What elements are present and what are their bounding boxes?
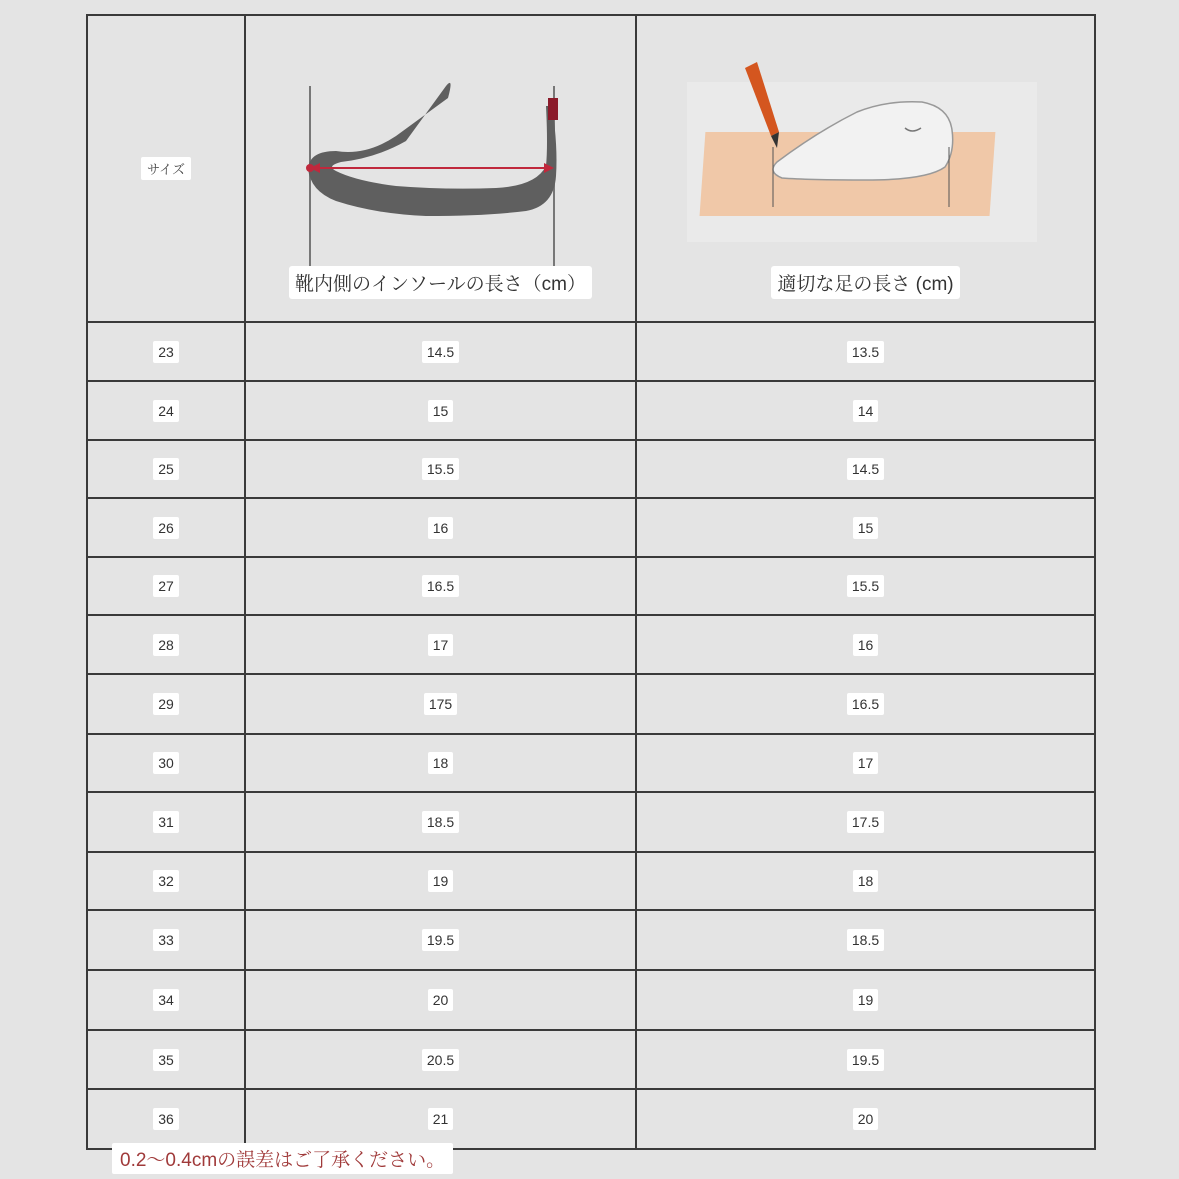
foot-cell — [637, 911, 1096, 969]
insole-cell-value: 16 — [428, 517, 454, 539]
size-cell — [88, 441, 246, 497]
insole-cell — [246, 382, 637, 439]
foot-cell-value: 18.5 — [847, 929, 884, 951]
insole-cell — [246, 616, 637, 673]
table-header-row — [88, 16, 1096, 323]
foot-header-label: 適切な足の長さ (cm) — [771, 266, 959, 299]
size-cell-value: 28 — [153, 634, 179, 656]
insole-cell — [246, 853, 637, 909]
insole-cell-value: 19 — [428, 870, 454, 892]
foot-cell — [637, 971, 1096, 1029]
size-cell-value: 25 — [153, 458, 179, 480]
table-row — [88, 558, 1096, 616]
size-cell — [88, 616, 246, 673]
foot-cell-value: 15 — [853, 517, 879, 539]
insole-cell — [246, 735, 637, 791]
table-row — [88, 793, 1096, 853]
table-row — [88, 499, 1096, 558]
size-cell-value: 36 — [153, 1108, 179, 1130]
insole-cell-value: 19.5 — [422, 929, 459, 951]
size-header-cell — [88, 16, 246, 321]
insole-cell — [246, 793, 637, 851]
table-row — [88, 1090, 1096, 1150]
foot-cell — [637, 616, 1096, 673]
table-row — [88, 441, 1096, 499]
foot-cell — [637, 793, 1096, 851]
foot-cell — [637, 323, 1096, 380]
size-cell-value: 35 — [153, 1049, 179, 1071]
table-row — [88, 616, 1096, 675]
size-cell — [88, 323, 246, 380]
insole-header-label: 靴内側のインソールの長さ（cm） — [289, 266, 592, 299]
insole-cell-value: 18 — [428, 752, 454, 774]
foot-cell-value: 17 — [853, 752, 879, 774]
foot-cell — [637, 735, 1096, 791]
foot-cell-value: 20 — [853, 1108, 879, 1130]
foot-cell-value: 14.5 — [847, 458, 884, 480]
insole-cell — [246, 1090, 637, 1148]
size-cell — [88, 971, 246, 1029]
size-cell-value: 33 — [153, 929, 179, 951]
size-cell — [88, 1090, 246, 1148]
size-cell-value: 30 — [153, 752, 179, 774]
size-cell-value: 27 — [153, 575, 179, 597]
foot-cell — [637, 1031, 1096, 1088]
insole-cell-value: 20 — [428, 989, 454, 1011]
size-cell — [88, 499, 246, 556]
insole-cell-value: 15.5 — [422, 458, 459, 480]
insole-cell-value: 20.5 — [422, 1049, 459, 1071]
size-cell-value: 29 — [153, 693, 179, 715]
insole-cell — [246, 1031, 637, 1088]
table-row — [88, 323, 1096, 382]
foot-cell — [637, 558, 1096, 614]
foot-cell — [637, 441, 1096, 497]
foot-cell-value: 18 — [853, 870, 879, 892]
foot-tracing-illustration — [687, 52, 1037, 262]
size-cell — [88, 911, 246, 969]
insole-cell-value: 14.5 — [422, 341, 459, 363]
foot-cell-value: 14 — [853, 400, 879, 422]
foot-cell — [637, 382, 1096, 439]
table-row — [88, 382, 1096, 441]
table-row — [88, 911, 1096, 971]
shoe-insole-illustration — [296, 66, 576, 296]
foot-cell — [637, 675, 1096, 733]
size-cell-value: 34 — [153, 989, 179, 1011]
insole-cell — [246, 441, 637, 497]
foot-cell-value: 15.5 — [847, 575, 884, 597]
size-cell-value: 32 — [153, 870, 179, 892]
foot-cell — [637, 499, 1096, 556]
foot-header-cell — [637, 16, 1096, 321]
size-chart-table — [86, 14, 1096, 1150]
insole-cell-value: 18.5 — [422, 811, 459, 833]
table-row — [88, 853, 1096, 911]
insole-cell-value: 15 — [428, 400, 454, 422]
foot-cell — [637, 1090, 1096, 1148]
size-cell-value: 23 — [153, 341, 179, 363]
table-row — [88, 1031, 1096, 1090]
foot-cell — [637, 853, 1096, 909]
tolerance-note: 0.2〜0.4cmの誤差はご了承ください。 — [112, 1143, 453, 1174]
insole-cell-value: 175 — [424, 693, 457, 715]
foot-cell-value: 17.5 — [847, 811, 884, 833]
size-cell — [88, 558, 246, 614]
foot-cell-value: 16.5 — [847, 693, 884, 715]
insole-cell — [246, 911, 637, 969]
insole-cell — [246, 675, 637, 733]
insole-cell-value: 17 — [428, 634, 454, 656]
size-cell-value: 31 — [153, 811, 179, 833]
insole-cell-value: 16.5 — [422, 575, 459, 597]
table-body — [88, 323, 1096, 1150]
foot-cell-value: 16 — [853, 634, 879, 656]
table-row — [88, 971, 1096, 1031]
foot-cell-value: 19 — [853, 989, 879, 1011]
insole-cell — [246, 323, 637, 380]
size-header-label: サイズ — [141, 157, 191, 180]
size-cell — [88, 853, 246, 909]
insole-cell-value: 21 — [428, 1108, 454, 1130]
table-row — [88, 735, 1096, 793]
foot-cell-value: 13.5 — [847, 341, 884, 363]
table-row — [88, 675, 1096, 735]
size-cell — [88, 793, 246, 851]
size-cell — [88, 735, 246, 791]
insole-header-cell — [246, 16, 637, 321]
insole-cell — [246, 499, 637, 556]
size-cell-value: 26 — [153, 517, 179, 539]
insole-cell — [246, 558, 637, 614]
foot-cell-value: 19.5 — [847, 1049, 884, 1071]
size-cell — [88, 1031, 246, 1088]
insole-cell — [246, 971, 637, 1029]
size-cell-value: 24 — [153, 400, 179, 422]
size-cell — [88, 382, 246, 439]
size-cell — [88, 675, 246, 733]
